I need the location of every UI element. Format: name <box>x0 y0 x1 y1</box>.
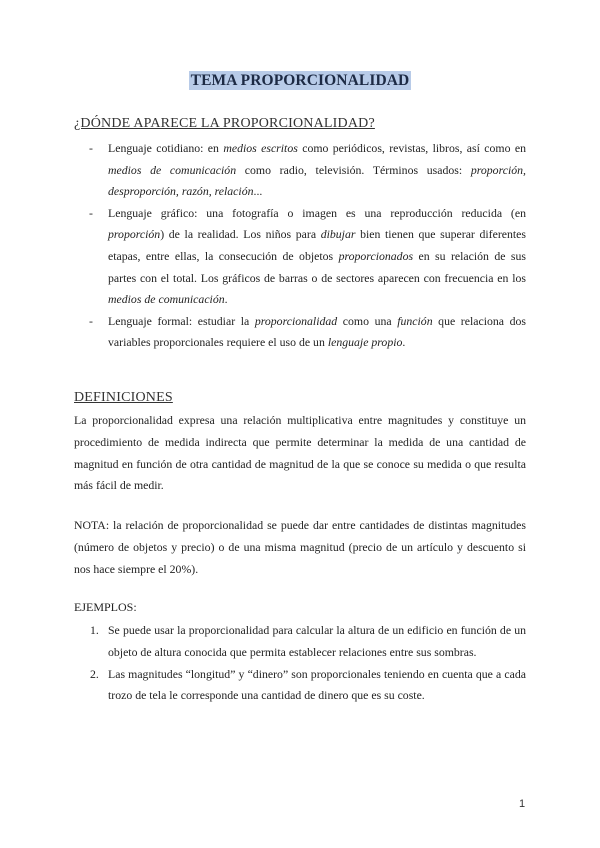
italic-run: medios de comunicación <box>108 292 225 307</box>
example-text: Las magnitudes “longitud” y “dinero” son proporcionales teniendo en cuenta que a cada trozo de tela le corresponde una cantidad de dinero que es su coste. <box>108 666 526 703</box>
example-text: Se puede usar la proporcionalidad para calcular la altura de un edificio en función de un objeto de altura conocida que permita establecer relaciones entre sus sombras. <box>108 623 526 659</box>
examples-label: EJEMPLOS: <box>74 600 137 614</box>
text-run: ) de la realidad. Los niños para <box>160 227 321 242</box>
definition-paragraph: La proporcionalidad expresa una relación multiplicativa entre magnitudes y constituye un procedimiento de medida indirecta que permite determinar la medida de una cantidad de magnitud en función de otra cantidad de magnitud de la que se conoce su medida o que resulta más fácil de medir. <box>74 413 526 493</box>
text-run: Lenguaje cotidiano: en <box>108 141 224 155</box>
text-run: Lenguaje formal: estudiar la <box>108 313 255 328</box>
page-title: TEMA PROPORCIONALIDAD <box>190 72 410 89</box>
text-run: en su relación de sus partes con el total. Los gráficos de barras o de sectores aparecen con frecuencia en los <box>108 248 526 285</box>
section-heading-where: ¿DÓNDE APARECE LA PROPORCIONALIDAD? <box>74 116 375 131</box>
text-run: ... <box>253 184 263 199</box>
italic-run: dibujar <box>320 227 356 242</box>
example-item <box>90 664 526 708</box>
example-number: 2. <box>90 666 99 681</box>
text-run: que relaciona dos variables proporcionales requiere el uso de un <box>108 313 527 350</box>
examples-list <box>90 620 526 707</box>
bullet-dash: - <box>89 141 93 155</box>
bullet-dash: - <box>89 205 93 220</box>
text-run: Lenguaje gráfico: una fotografía o imagen es una reproducción reducida (en <box>108 205 526 220</box>
note-paragraph: NOTA: la relación de proporcionalidad se puede dar entre cantidades de distintas magnitudes (número de objetos y precio) o de una misma magnitud (precio de un artículo y descuento si nos hace siempre el 20%). <box>74 518 526 576</box>
bullet-item-formal <box>89 311 527 354</box>
text-run: bien tienen que superar diferentes etapas, entre ellas, la consecución de objetos <box>108 227 526 263</box>
page-number: 1 <box>519 798 526 810</box>
italic-run: proporción <box>108 227 161 242</box>
section-heading-definitions: DEFINICIONES <box>74 390 173 405</box>
italic-run: proporcionados <box>338 248 414 263</box>
example-item <box>90 620 526 664</box>
bullet-dash: - <box>89 313 93 328</box>
page-title-wrapper <box>0 72 600 90</box>
bullet-list <box>89 138 527 354</box>
text-run: . <box>224 292 228 307</box>
bullet-item-grafico <box>89 203 526 311</box>
italic-run: medios escritos <box>223 141 298 155</box>
example-number: 1. <box>90 623 99 637</box>
italic-run: lenguaje propio <box>327 335 403 350</box>
text-run: como periódicos, revistas, libros, así como en <box>297 141 526 155</box>
bullet-item-cotidiano <box>89 138 526 203</box>
italic-run: proporcionalidad <box>254 313 338 328</box>
italic-run: proporción, desproporción, razón, relación <box>108 162 526 199</box>
text-run: como radio, televisión. Términos usados: <box>236 162 471 177</box>
italic-run: función <box>397 313 433 328</box>
text-run: . <box>402 335 406 350</box>
italic-run: medios de comunicación <box>108 162 237 177</box>
text-run: como una <box>337 313 398 328</box>
